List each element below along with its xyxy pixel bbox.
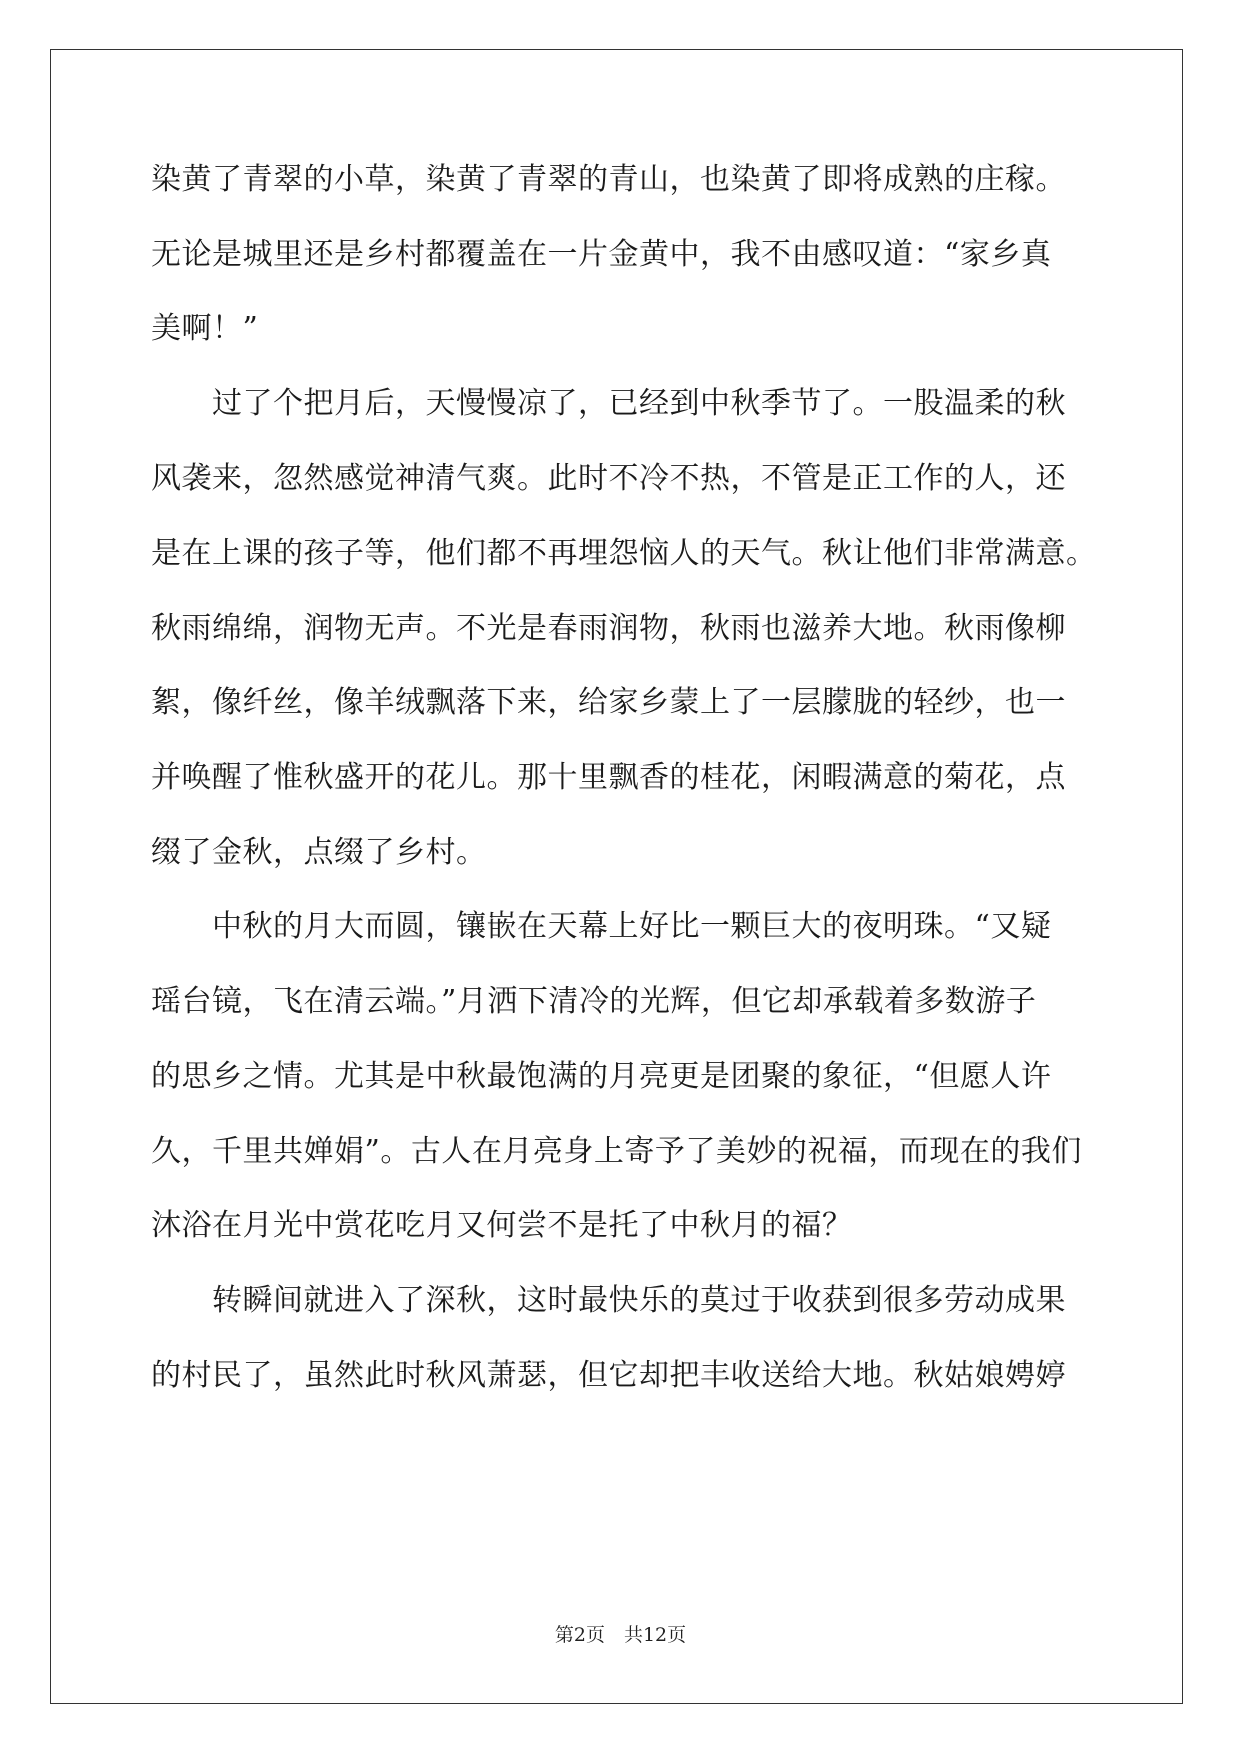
text-line: 转瞬间就进入了深秋，这时最快乐的莫过于收获到很多劳动成果 [151, 1283, 1066, 1318]
text-line: 缀了金秋，点缀了乡村。 [151, 835, 487, 870]
text-line: 絮，像纤丝，像羊绒飘落下来，给家乡蒙上了一层朦胧的轻纱，也一 [151, 685, 1066, 720]
text-line: 的村民了，虽然此时秋风萧瑟，但它却把丰收送给大地。秋姑娘娉婷 [151, 1358, 1066, 1393]
text-line: 是在上课的孩子等，他们都不再埋怨恼人的天气。秋让他们非常满意。 [151, 536, 1097, 571]
text-line: 沐浴在月光中赏花吃月又何尝不是托了中秋月的福？ [151, 1208, 853, 1243]
text-line: 瑶台镜，飞在清云端。”月洒下清冷的光辉，但它却承载着多数游子 [151, 984, 1037, 1019]
text-line: 过了个把月后，天慢慢凉了，已经到中秋季节了。一股温柔的秋 [151, 386, 1066, 421]
text-line: 风袭来，忽然感觉神清气爽。此时不冷不热，不管是正工作的人，还 [151, 461, 1066, 496]
text-line: 的思乡之情。尤其是中秋最饱满的月亮更是团聚的象征，“但愿人许 [151, 1059, 1052, 1094]
text-line: 并唤醒了惟秋盛开的花儿。那十里飘香的桂花，闲暇满意的菊花，点 [151, 760, 1066, 795]
text-line: 久，千里共婵娟”。古人在月亮身上寄予了美妙的祝福，而现在的我们 [151, 1134, 1082, 1169]
text-line: 无论是城里还是乡村都覆盖在一片金黄中，我不由感叹道：“家乡真 [151, 237, 1052, 272]
text-line: 中秋的月大而圆，镶嵌在天幕上好比一颗巨大的夜明珠。“又疑 [151, 909, 1052, 944]
page-number-footer: 第2页 共12页 [554, 1624, 687, 1646]
text-line: 染黄了青翠的小草，染黄了青翠的青山，也染黄了即将成熟的庄稼。 [151, 162, 1066, 197]
text-line: 美啊！” [151, 311, 259, 346]
text-line: 秋雨绵绵，润物无声。不光是春雨润物，秋雨也滋养大地。秋雨像柳 [151, 611, 1066, 646]
